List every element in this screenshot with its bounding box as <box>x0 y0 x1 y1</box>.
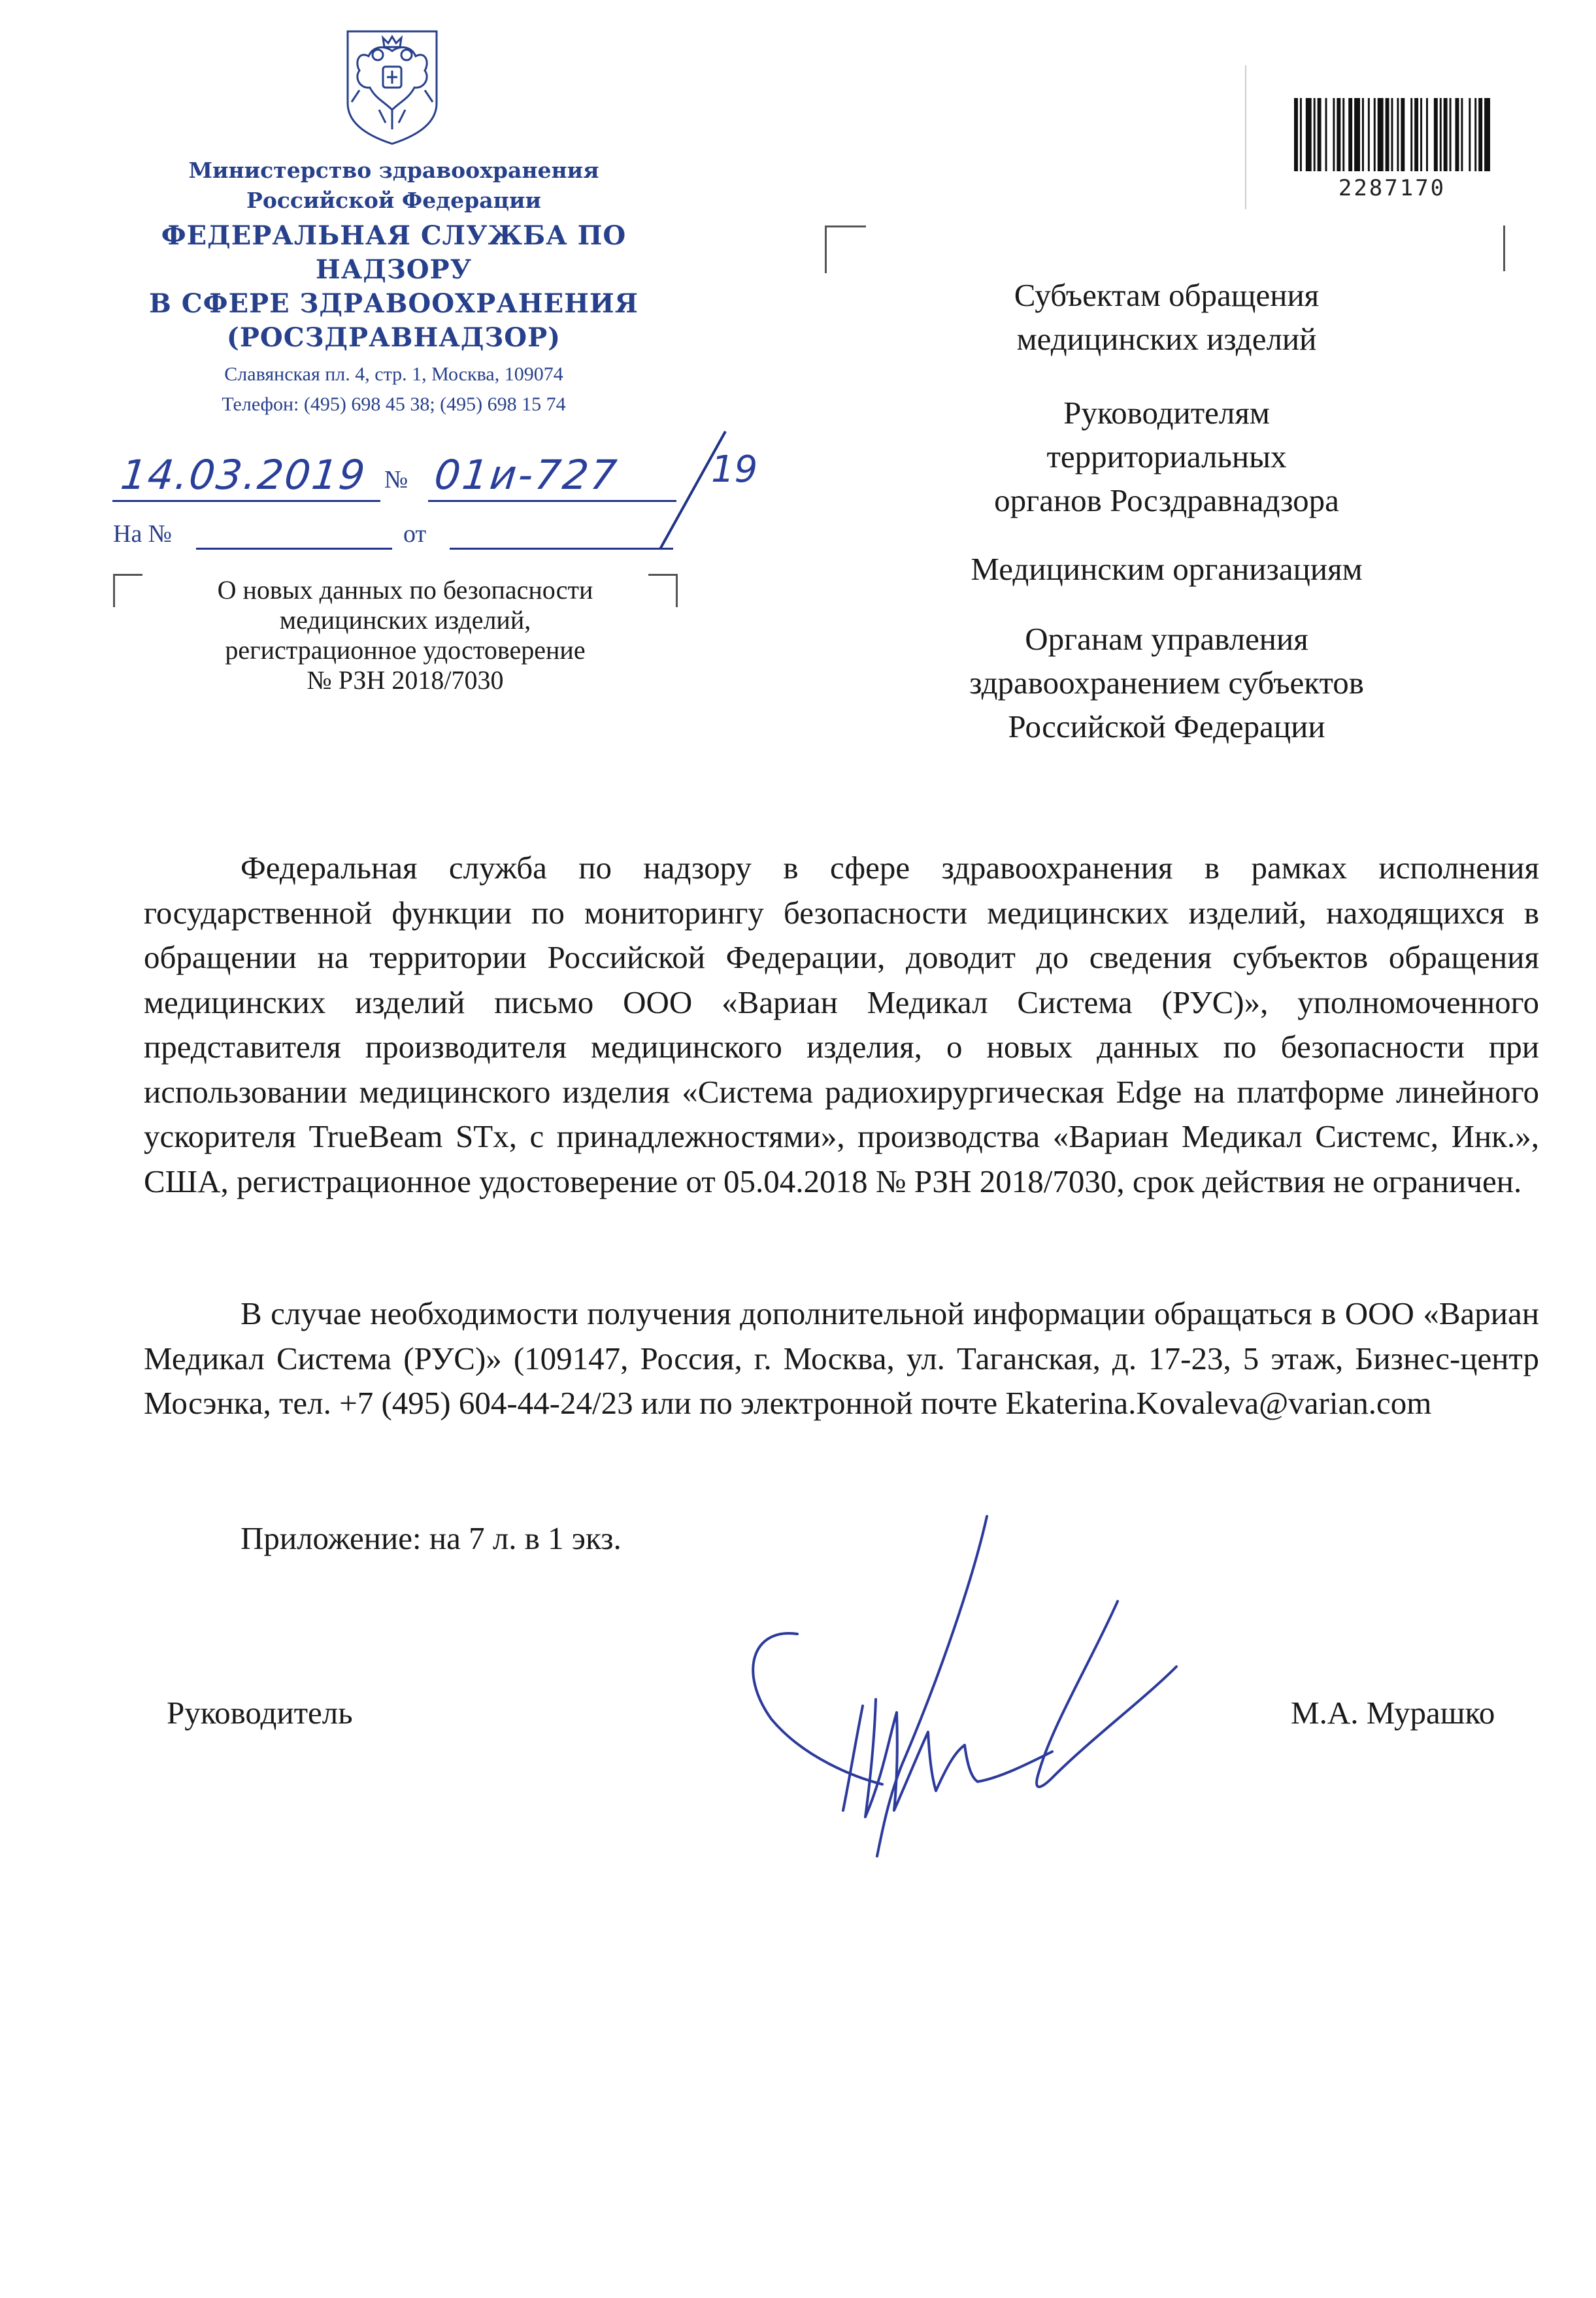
handwritten-signature <box>725 1503 1196 1869</box>
double-headed-eagle-icon <box>340 25 444 149</box>
barcode-bar <box>1325 98 1327 171</box>
barcode-bar <box>1314 98 1316 171</box>
barcode-bar <box>1440 98 1442 171</box>
barcode-bar <box>1362 98 1364 171</box>
barcode-bar <box>1397 98 1399 171</box>
barcode-bar <box>1294 98 1298 171</box>
barcode-bar <box>1337 98 1340 171</box>
barcode-bar <box>1354 98 1360 171</box>
barcode <box>1294 98 1490 171</box>
addressee-corner-right <box>1464 225 1505 271</box>
subject-line: О новых данных по безопасности <box>217 575 593 605</box>
subject-line: № РЗН 2018/7030 <box>307 665 504 695</box>
barcode-bar <box>1318 98 1322 171</box>
barcode-bar <box>1426 98 1428 171</box>
letter-date: 14.03.2019 <box>118 451 369 499</box>
barcode-bar <box>1450 98 1452 171</box>
barcode-number: 2287170 <box>1338 175 1446 201</box>
date-underline <box>112 500 380 502</box>
ministry-line: Министерство здравоохранения <box>188 158 599 183</box>
recipient-line: территориальных <box>1046 439 1287 475</box>
ministry-line: Российской Федерации <box>246 188 541 213</box>
barcode-bar <box>1306 98 1312 171</box>
barcode-bar <box>1478 98 1482 171</box>
service-line: (РОСЗДРАВНАДЗОР) <box>226 322 561 353</box>
recipient-line: Российской Федерации <box>1008 708 1325 744</box>
scan-edge-line <box>1245 65 1246 209</box>
in-reply-underline <box>196 548 392 550</box>
recipient-line: Руководителям <box>1063 395 1270 431</box>
letter-subject <box>150 575 660 695</box>
number-sign: № <box>384 466 408 493</box>
service-name <box>85 219 703 355</box>
recipient-line: Органам управления <box>1025 621 1308 657</box>
barcode-bar <box>1401 98 1405 171</box>
barcode-bar <box>1434 98 1438 171</box>
from-label: от <box>403 520 427 548</box>
recipient-health-authorities <box>895 617 1438 748</box>
recipient-line: Субъектам обращения <box>1014 277 1320 313</box>
barcode-bar <box>1348 98 1352 171</box>
barcode-bar <box>1414 98 1418 171</box>
recipient-line: медицинских изделий <box>1016 321 1317 357</box>
address-line: Телефон: (495) 698 45 38; (495) 698 15 74 <box>222 393 566 415</box>
letter-number: 01и-727 <box>432 451 621 499</box>
barcode-bar <box>1342 98 1344 171</box>
handwritten-slash <box>654 425 732 556</box>
recipient-line: органов Росздравнадзора <box>994 482 1339 518</box>
recipient-line: здравоохранением субъектов <box>969 665 1364 701</box>
barcode-bar <box>1300 98 1302 171</box>
number-underline <box>428 500 676 502</box>
ministry-name <box>131 156 657 216</box>
letter-number-year: 19 <box>711 448 758 491</box>
body-paragraph: В случае необходимости получения дополнительной информации обращаться в ООО «Вариан Медикал Система (РУС)» (109147, Россия, г. Москва, ул. Таганская, д. 17-23, 5 этаж, Бизнес-центр Мосэнка, тел. +7 (495) 604-44-24/23 или по электронной почте Ekaterina.Kovaleva@varian.com <box>144 1295 1539 1421</box>
barcode-bar <box>1444 98 1448 171</box>
service-line: ФЕДЕРАЛЬНАЯ СЛУЖБА ПО НАДЗОРУ <box>161 220 627 285</box>
subject-corner-left <box>113 574 142 607</box>
barcode-bar <box>1461 98 1463 171</box>
recipient-medical-organizations <box>895 547 1438 591</box>
address-line: Славянская пл. 4, стр. 1, Москва, 109074 <box>224 363 563 385</box>
subject-line: регистрационное удостоверение <box>225 635 586 665</box>
from-underline <box>450 548 673 550</box>
barcode-bar <box>1410 98 1412 171</box>
signatory-role: Руководитель <box>167 1695 353 1731</box>
barcode-bar <box>1386 98 1389 171</box>
recipient-territorial-heads <box>895 391 1438 522</box>
barcode-bar <box>1391 98 1393 171</box>
office-address <box>118 359 670 420</box>
subject-line: медицинских изделий, <box>279 605 531 635</box>
barcode-bar <box>1484 98 1490 171</box>
signatory-name: М.А. Мурашко <box>1291 1695 1495 1731</box>
in-reply-label: На № <box>113 520 173 548</box>
barcode-bar <box>1420 98 1422 171</box>
recipient-circulation-subjects <box>895 273 1438 361</box>
service-line: В СФЕРЕ ЗДРАВООХРАНЕНИЯ <box>149 288 639 319</box>
barcode-bar <box>1455 98 1459 171</box>
barcode-bar <box>1378 98 1384 171</box>
barcode-bar <box>1374 98 1376 171</box>
barcode-bar <box>1333 98 1335 171</box>
barcode-bar <box>1474 98 1476 171</box>
body-paragraph: Федеральная служба по надзору в сфере здравоохранения в рамках исполнения государственной функции по мониторингу безопасности медицинских изделий, находящихся в обращении на территории Российской Федерации, доводит до сведения субъектов обращения медицинских изделий письмо ООО «Вариан Медикал Система (РУС)», уполномоченного представителя производителя медицинского изделия, о новых данных по безопасности при использовании медицинского изделия «Система радиохирургическая Edge на платформе линейного ускорителя TrueBeam STx, с принадлежностями», производства «Вариан Медикал Системс, Инк.», США, регистрационное удостоверение от 05.04.2018 № РЗН 2018/7030, срок действия не ограничен. <box>144 850 1539 1199</box>
addressee-corner-left <box>825 225 866 273</box>
recipient-line: Медицинским организациям <box>971 551 1363 587</box>
barcode-bar <box>1469 98 1471 171</box>
barcode-bar <box>1368 98 1370 171</box>
attachment-note: Приложение: на 7 л. в 1 экз. <box>241 1520 622 1556</box>
